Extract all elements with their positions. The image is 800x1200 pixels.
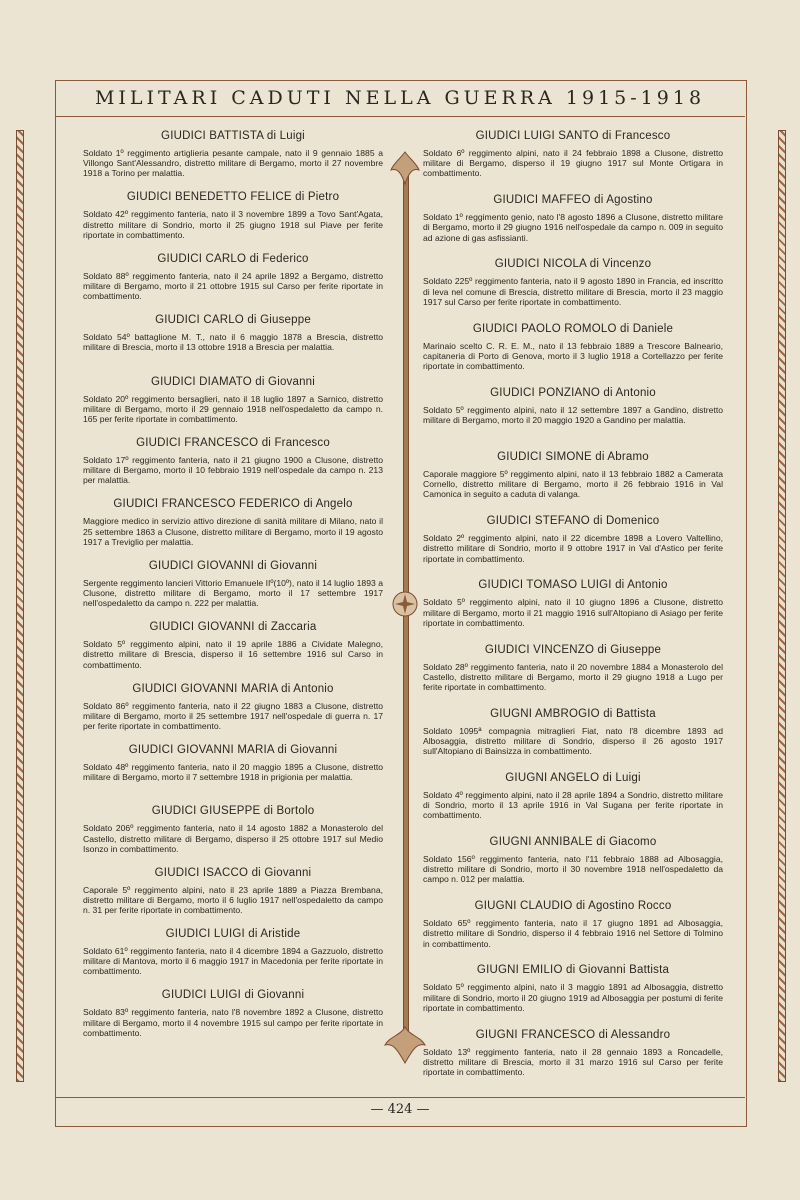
entry-text: Soldato 65º reggimento fanteria, nato il 17 giugno 1891 ad Albosaggia, distretto militare di Sondrio, disperso il 4 febbraio 1916 nel Settore di Tolmino in combattimento.: [423, 918, 723, 949]
entry-name: GIUDICI FRANCESCO FEDERICO di Angelo: [113, 498, 353, 511]
list-item: [83, 130, 383, 191]
entry-name: GIUDICI CARLO di Giuseppe: [155, 314, 311, 327]
entry-name: GIUDICI TOMASO LUIGI di Antonio: [478, 579, 668, 592]
entry-name: GIUDICI BENEDETTO FELICE di Pietro: [126, 191, 340, 204]
list-item: [83, 314, 383, 375]
left-decorative-pole: [10, 130, 28, 1080]
list-item: [423, 387, 723, 451]
entry-text: Soldato 48º reggimento fanteria, nato il 20 maggio 1895 a Clusone, distretto militare di Bergamo, morto il 7 settembre 1918 in prigionia per malattia.: [83, 761, 383, 783]
entry-text: Soldato 54º battaglione M. T., nato il 6 maggio 1878 a Brescia, distretto militare di Brescia, morto il 13 ottobre 1918 a Brescia per malattia.: [83, 332, 383, 353]
list-item: [83, 928, 383, 989]
list-item: [83, 376, 383, 437]
entry-text: Soldato 86º reggimento fanteria, nato il 22 giugno 1883 a Clusone, distretto militare di Bergamo, morto il 25 settembre 1917 nell'ospedale di guerra n. 17 per ferite riportate in combattimento.: [83, 700, 383, 731]
entry-name: GIUGNI ANGELO di Luigi: [505, 771, 641, 784]
entry-text: Soldato 17º reggimento fanteria, nato il 21 giugno 1900 a Clusone, distretto militare di Bergamo, morto il 10 febbraio 1919 nell'ospedale da campo n. 213 per malattia.: [83, 454, 383, 486]
page-number: — 424 —: [370, 1102, 430, 1117]
list-item: [423, 323, 723, 387]
list-item: [83, 253, 383, 314]
entry-text: Soldato 6º reggimento alpini, nato il 24 febbraio 1898 a Clusone, distretto militare di Bergamo, disperso il 19 giugno 1917 sul Monte Ortigara in combattimento.: [423, 148, 723, 179]
entry-text: Maggiore medico in servizio attivo direzione di sanità militare di Milano, nato il 25 settembre 1863 a Clusone, distretto militare di Bergamo, morto il 19 agosto 1917 a Treviglio per malattia.: [83, 516, 383, 547]
list-item: [83, 805, 383, 866]
entry-text: Soldato 225º reggimento fanteria, nato il 9 agosto 1890 in Francia, ed inscritto di leva nel comune di Brescia, distretto militare di Brescia, morto il 23 maggio 1917 sul Carso per ferite riportate in combattimento.: [423, 276, 723, 307]
entry-text: Soldato 1º reggimento artiglieria pesante campale, nato il 9 gennaio 1885 a Villongo Sant'Alessandro, distretto militare di Bergamo, morto il 27 novembre 1918 a Torino per malattia.: [83, 148, 383, 179]
left-column: [83, 130, 383, 1051]
entry-name: GIUGNI CLAUDIO di Agostino Rocco: [474, 900, 672, 913]
entry-name: GIUDICI DIAMATO di Giovanni: [150, 375, 316, 388]
entry-name: GIUGNI AMBROGIO di Battista: [490, 707, 656, 720]
staff-emblem-icon: [389, 588, 421, 620]
entry-name: GIUGNI EMILIO di Giovanni Battista: [476, 964, 670, 977]
entry-text: Soldato 5º reggimento alpini, nato il 3 maggio 1891 ad Albosaggia, distretto militare di Sondrio, morto il 20 giugno 1919 ad Albosaggia per postumi di ferite riportate in combattimento.: [423, 982, 723, 1013]
entry-name: GIUDICI LUIGI di Giovanni: [161, 989, 305, 1002]
list-item: [83, 867, 383, 928]
entry-text: Caporale 5º reggimento alpini, nato il 23 aprile 1889 a Piazza Brembana, distretto militare di Bergamo, morto il 6 luglio 1917 nell'ospedaletto da campo n. 31 per ferite riportate in combattimento.: [83, 884, 383, 916]
staff-base-icon: [383, 1025, 427, 1065]
entry-name: GIUDICI ISACCO di Giovanni: [154, 866, 312, 879]
entry-text: Soldato 2º reggimento alpini, nato il 22 dicembre 1898 a Lovero Valtellino, distretto militare di Sondrio, morto il 9 ottobre 1917 in Val d'Astico per ferite riportate in combattimento.: [423, 533, 723, 564]
entry-name: GIUDICI LUIGI SANTO di Francesco: [475, 130, 671, 142]
entry-text: Soldato 13º reggimento fanteria, nato il 28 gennaio 1893 a Roncadelle, distretto militare di Brescia, morto il 31 marzo 1916 sul Carso per ferite riportate in combattimento.: [423, 1046, 723, 1078]
list-item: [83, 621, 383, 682]
entry-name: GIUDICI VINCENZO di Giuseppe: [484, 643, 662, 656]
entry-text: Marinaio scelto C. R. E. M., nato il 13 febbraio 1889 a Trescore Balneario, capitaneria di Porto di Genova, morto il 3 luglio 1918 a Cortellazzo per ferite riportate in combattimento.: [423, 340, 723, 371]
list-item: [423, 836, 723, 900]
entry-text: Soldato 5º reggimento alpini, nato il 10 giugno 1896 a Clusone, distretto militare di Bergamo, morto il 21 maggio 1916 sull'Altopiano di Asiago per ferite riportate in combattimento.: [423, 597, 723, 628]
entry-name: GIUDICI LUIGI di Aristide: [165, 928, 301, 941]
entry-name: GIUDICI GIOVANNI di Zaccaria: [149, 621, 317, 634]
list-item: [423, 579, 723, 643]
entry-name: GIUDICI FRANCESCO di Francesco: [136, 436, 330, 449]
entry-name: GIUDICI SIMONE di Abramo: [497, 450, 649, 463]
entry-name: GIUDICI NICOLA di Vincenzo: [494, 258, 652, 271]
page-title: MILITARI CADUTI NELLA GUERRA 1915-1918: [55, 80, 745, 117]
list-item: [423, 900, 723, 964]
entry-name: GIUDICI GIOVANNI MARIA di Giovanni: [128, 743, 338, 756]
list-item: [423, 1029, 723, 1093]
list-item: [423, 194, 723, 258]
entry-name: GIUDICI PONZIANO di Antonio: [490, 386, 656, 399]
right-column: [423, 130, 723, 1093]
list-item: [423, 772, 723, 836]
entry-text: Caporale maggiore 5º reggimento alpini, nato il 13 febbraio 1882 a Camerata Cornello, distretto militare di Bergamo, morto il 26 febbraio 1916 in Val Camonica in seguito a caduta di valanga.: [423, 468, 723, 500]
list-item: [83, 498, 383, 559]
entry-text: Soldato 28º reggimento fanteria, nato il 20 novembre 1884 a Monasterolo del Castello, distretto militare di Bergamo, morto il 29 giugno 1918 a Lugo per ferite riportate in combattimento.: [423, 661, 723, 692]
entry-text: Soldato 83º reggimento fanteria, nato l'8 novembre 1892 a Clusone, distretto militare di Bergamo, morto il 4 novembre 1915 sul campo per ferite riportate in combattimento.: [83, 1007, 383, 1038]
entry-text: Soldato 5º reggimento alpini, nato il 12 settembre 1897 a Gandino, distretto militare di Bergamo, morto il 20 maggio 1920 a Gandino per malattia.: [423, 404, 723, 425]
list-item: [83, 744, 383, 805]
list-item: [83, 989, 383, 1050]
entry-text: Soldato 5º reggimento alpini, nato il 19 aprile 1886 a Cividate Malegno, distretto militare di Brescia, disperso il 16 settembre 1916 sul Carso in combattimento.: [83, 639, 383, 670]
entry-text: Soldato 88º reggimento fanteria, nato il 24 aprile 1892 a Bergamo, distretto militare di Bergamo, morto il 21 ottobre 1915 sul Carso per ferite riportate in combattimento.: [83, 270, 383, 302]
entry-name: GIUDICI PAOLO ROMOLO di Daniele: [472, 322, 674, 335]
entry-name: GIUGNI FRANCESCO di Alessandro: [475, 1028, 671, 1041]
entry-name: GIUDICI BATTISTA di Luigi: [161, 130, 305, 142]
list-item: [423, 451, 723, 515]
list-item: [423, 515, 723, 579]
entry-text: Soldato 1095ª compagnia mitraglieri Fiat, nato l'8 dicembre 1893 ad Albosaggia, distretto militare di Sondrio, disperso il 26 agosto 1917 sull'Altopiano di Bainsizza in combattimento.: [423, 725, 723, 757]
entry-text: Sergente reggimento lancieri Vittorio Emanuele IIº(10º), nato il 14 luglio 1893 a Clusone, distretto militare di Bergamo, morto il 17 settembre 1917 nell'ospedaletto da campo n. 222 per malattia.: [83, 577, 383, 609]
list-item: [83, 191, 383, 252]
entry-text: Soldato 4º reggimento alpini, nato il 28 aprile 1894 a Sondrio, distretto militare di Sondrio, morto il 13 aprile 1916 in Val Sugana per ferite riportate in combattimento.: [423, 789, 723, 821]
entry-text: Soldato 20º reggimento bersaglieri, nato il 18 luglio 1897 a Sarnico, distretto militare di Bergamo, morto il 29 gennaio 1918 nell'ospedaletto da campo n. 165 per ferite riportate in combattimento.: [83, 393, 383, 424]
entry-name: GIUGNI ANNIBALE di Giacomo: [489, 836, 657, 849]
list-item: [423, 708, 723, 772]
entry-name: GIUDICI STEFANO di Domenico: [486, 515, 660, 528]
entry-name: GIUDICI CARLO di Federico: [157, 252, 309, 265]
footer-divider: [55, 1097, 745, 1098]
right-decorative-pole: [772, 130, 790, 1080]
list-item: [423, 964, 723, 1028]
list-item: [83, 437, 383, 498]
entry-text: Soldato 156º reggimento fanteria, nato l'11 febbraio 1888 ad Albosaggia, distretto militare di Sondrio, morto il 30 novembre 1918 nell'ospedaletto da campo n. 012 per malattia.: [423, 854, 723, 885]
list-item: [83, 683, 383, 744]
staff-finial-icon: [389, 150, 421, 186]
entry-name: GIUDICI GIOVANNI di Giovanni: [148, 559, 318, 572]
list-item: [423, 130, 723, 194]
entry-text: Soldato 206º reggimento fanteria, nato il 14 agosto 1882 a Monasterolo del Castello, distretto militare di Bergamo, disperso il 25 ottobre 1917 sul Medio Isonzo in combattimento.: [83, 823, 383, 854]
list-item: [83, 560, 383, 621]
list-item: [423, 258, 723, 322]
entry-name: GIUDICI GIOVANNI MARIA di Antonio: [132, 682, 334, 695]
entry-text: Soldato 42º reggimento fanteria, nato il 3 novembre 1899 a Tovo Sant'Agata, distretto militare di Sondrio, morto il 25 giugno 1918 sul Piave per ferite riportate in combattimento.: [83, 209, 383, 240]
entry-text: Soldato 1º reggimento genio, nato l'8 agosto 1896 a Clusone, distretto militare di Bergamo, morto il 29 giugno 1916 nell'ospedale da campo n. 009 in seguito ad azione di gas asfissianti.: [423, 212, 723, 243]
list-item: [423, 644, 723, 708]
entry-name: GIUDICI GIUSEPPE di Bortolo: [151, 805, 315, 818]
entry-name: GIUDICI MAFFEO di Agostino: [493, 194, 653, 207]
entry-text: Soldato 61º reggimento fanteria, nato il 4 dicembre 1894 a Gazzuolo, distretto militare di Mantova, morto il 6 maggio 1917 in Macedonia per ferite riportate in combattimento.: [83, 946, 383, 977]
